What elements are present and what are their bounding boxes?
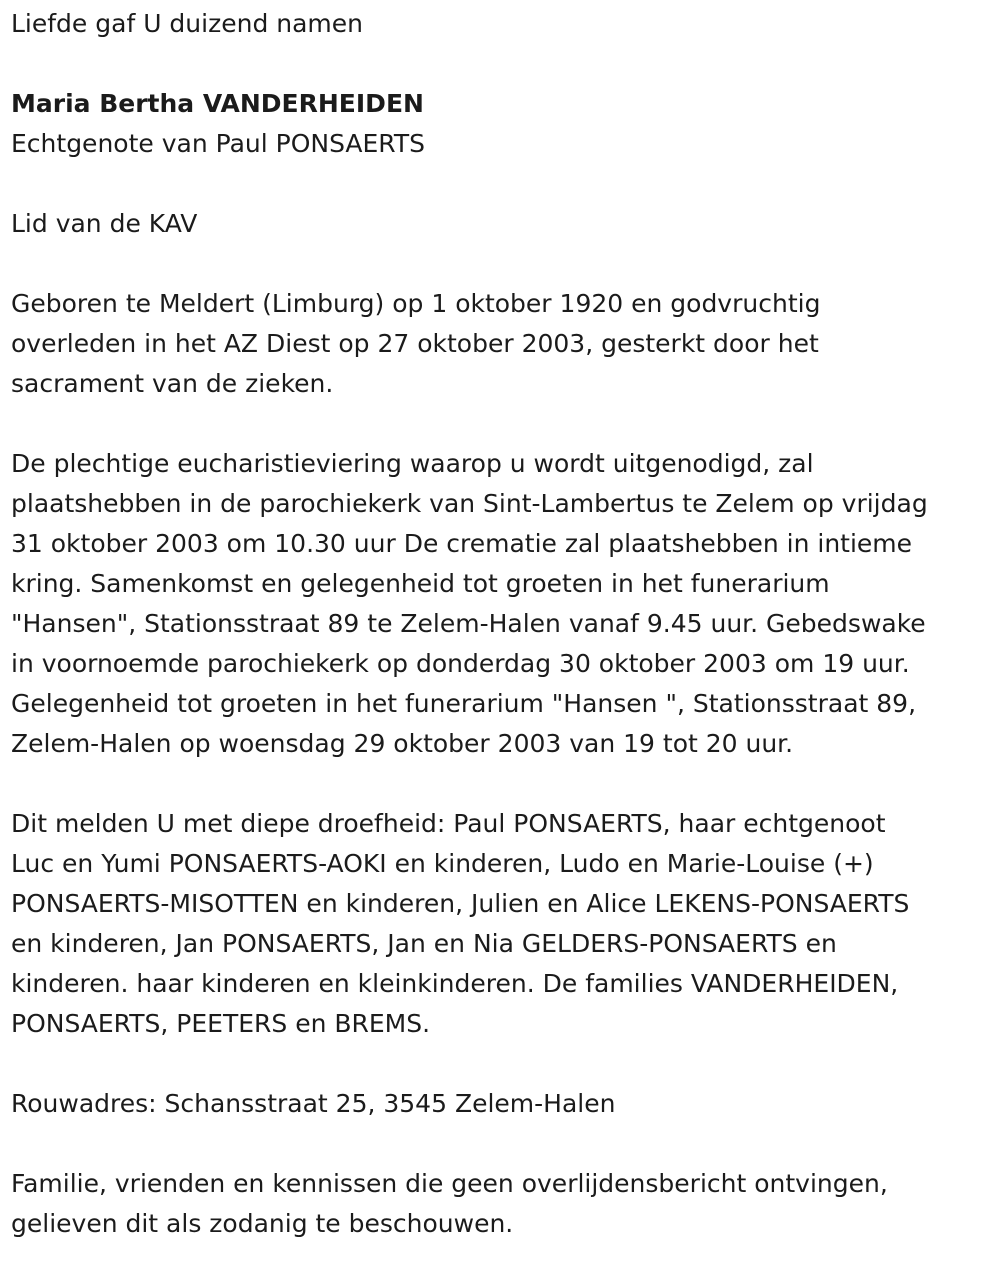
- spacer: [11, 164, 991, 204]
- spacer: [11, 764, 991, 804]
- spouse-line: Echtgenote van Paul PONSAERTS: [11, 129, 426, 158]
- obituary-notice: [11, 4, 991, 1244]
- membership-line: Lid van de KAV: [11, 209, 198, 238]
- paragraph-line: PONSAERTS-MISOTTEN en kinderen, Julien en Alice LEKENS-PONSAERTS: [11, 889, 910, 918]
- paragraph-line: Geboren te Meldert (Limburg) op 1 oktober 1920 en godvruchtig: [11, 289, 821, 318]
- spacer: [11, 244, 991, 284]
- notice-heading: Liefde gaf U duizend namen: [11, 9, 364, 38]
- spacer: [11, 1124, 991, 1164]
- paragraph-line: Dit melden U met diepe droefheid: Paul PONSAERTS, haar echtgenoot: [11, 809, 886, 838]
- paragraph-line: De plechtige eucharistieviering waarop u wordt uitgenodigd, zal: [11, 449, 814, 478]
- birth-death-paragraph: [11, 284, 991, 404]
- paragraph-line: "Hansen", Stationsstraat 89 te Zelem-Halen vanaf 9.45 uur. Gebedswake: [11, 609, 926, 638]
- deceased-name: Maria Bertha VANDERHEIDEN: [11, 89, 424, 118]
- paragraph-line: kring. Samenkomst en gelegenheid tot groeten in het funerarium: [11, 569, 830, 598]
- paragraph-line: PONSAERTS, PEETERS en BREMS.: [11, 1009, 431, 1038]
- ceremony-paragraph: [11, 444, 991, 764]
- paragraph-line: Zelem-Halen op woensdag 29 oktober 2003 van 19 tot 20 uur.: [11, 729, 794, 758]
- paragraph-line: sacrament van de zieken.: [11, 369, 334, 398]
- paragraph-line: kinderen. haar kinderen en kleinkinderen. De families VANDERHEIDEN,: [11, 969, 899, 998]
- mourning-address: Rouwadres: Schansstraat 25, 3545 Zelem-Halen: [11, 1089, 616, 1118]
- closing-paragraph: [11, 1164, 991, 1244]
- paragraph-line: Gelegenheid tot groeten in het funerarium "Hansen ", Stationsstraat 89,: [11, 689, 917, 718]
- paragraph-line: Familie, vrienden en kennissen die geen overlijdensbericht ontvingen,: [11, 1169, 888, 1198]
- paragraph-line: Luc en Yumi PONSAERTS-AOKI en kinderen, Ludo en Marie-Louise (+): [11, 849, 874, 878]
- spacer: [11, 44, 991, 84]
- paragraph-line: gelieven dit als zodanig te beschouwen.: [11, 1209, 514, 1238]
- family-paragraph: [11, 804, 991, 1044]
- paragraph-line: en kinderen, Jan PONSAERTS, Jan en Nia GELDERS-PONSAERTS en: [11, 929, 837, 958]
- paragraph-line: in voornoemde parochiekerk op donderdag 30 oktober 2003 om 19 uur.: [11, 649, 910, 678]
- paragraph-line: plaatshebben in de parochiekerk van Sint-Lambertus te Zelem op vrijdag: [11, 489, 928, 518]
- spacer: [11, 1044, 991, 1084]
- paragraph-line: overleden in het AZ Diest op 27 oktober 2003, gesterkt door het: [11, 329, 819, 358]
- spacer: [11, 404, 991, 444]
- paragraph-line: 31 oktober 2003 om 10.30 uur De crematie zal plaatshebben in intieme: [11, 529, 913, 558]
